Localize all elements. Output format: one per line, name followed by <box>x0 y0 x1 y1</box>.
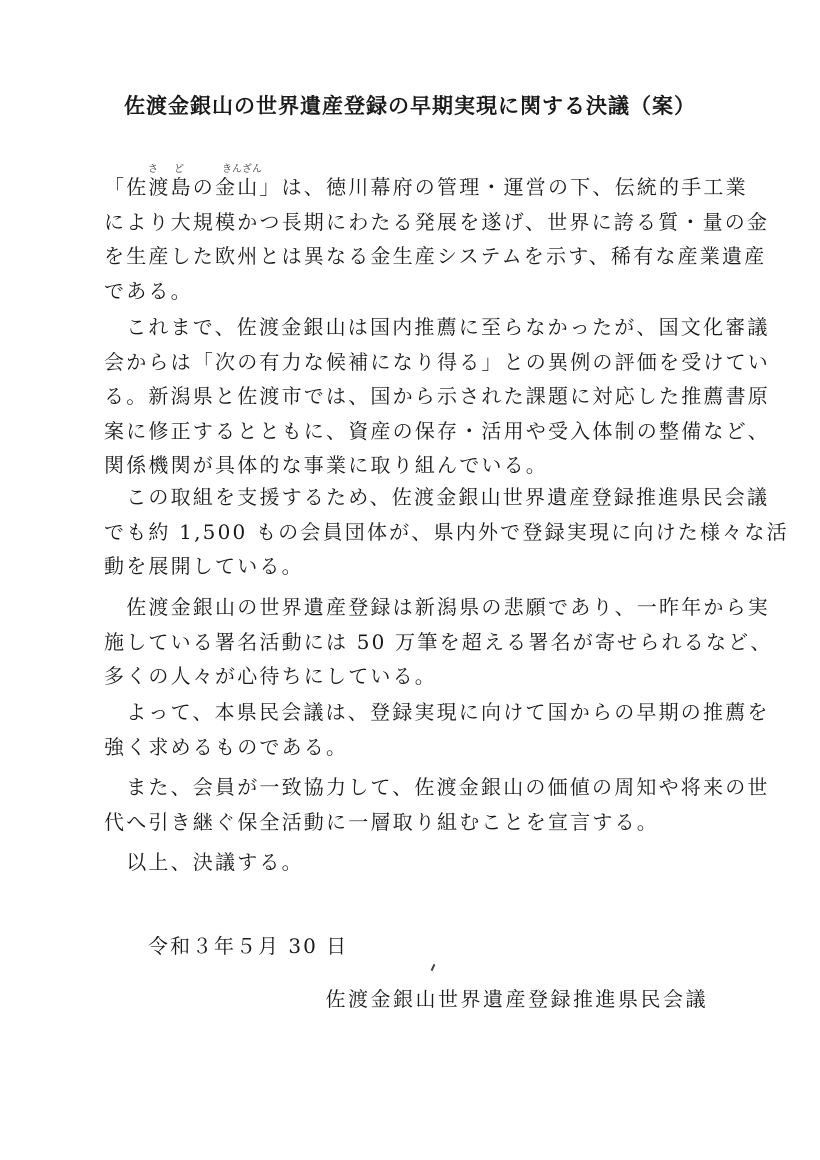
text-line: 案に修正するとともに、資産の保存・活用や受入体制の整備など、 <box>104 418 770 443</box>
ruby-sa: さ <box>148 164 158 175</box>
text-line: る。新潟県と佐渡市では、国から示された課題に対応した推薦書原 <box>104 384 770 408</box>
text-line: 関係機関が具体的な事業に取り組んでいる。 <box>104 453 548 477</box>
paragraph-4 <box>104 590 773 694</box>
text-line: 動を展開している。 <box>104 554 304 578</box>
paragraph-5 <box>104 695 770 764</box>
paragraph-3 <box>104 480 789 584</box>
ruby-kin: きん <box>222 164 242 175</box>
text-line: 強く求めるものである。 <box>104 734 349 759</box>
text-line: を生産した欧州とは異なる金生産システムを示す、稀有な産業遺産 <box>104 244 767 268</box>
text-line: 佐渡金銀山の世界遺産登録は新潟県の悲願であり、一昨年から実 <box>104 595 770 619</box>
paragraph-7 <box>104 845 724 880</box>
text-line: また、会員が一致協力して、佐渡金銀山の価値の周知や将来の世 <box>104 775 770 799</box>
text-line: 多くの人々が心待ちにしている。 <box>104 664 437 688</box>
ruby-do: ど <box>174 164 184 175</box>
text-line: である。 <box>104 278 193 303</box>
text-line: でも約 1,500 もの会員団体が、県内外で登録実現に向けた様々な活 <box>104 519 789 544</box>
text-line: これまで、佐渡金銀山は国内推薦に至らなかったが、国文化審議 <box>104 315 770 339</box>
text-line: により大規模かつ長期にわたる発展を遂げ、世界に誇る質・量の金 <box>104 209 770 234</box>
resolution-date: 令和３年５月 30 日 <box>148 934 349 958</box>
text-line: 「佐渡島の金山」は、徳川幕府の管理・運営の下、伝統的手工業 <box>104 175 748 199</box>
paragraph-1 <box>104 160 770 308</box>
text-line: よって、本県民会議は、登録実現に向けて国からの早期の推薦を <box>104 700 770 724</box>
paragraph-6 <box>104 770 770 839</box>
organization-name: 佐渡金銀山世界遺産登録推進県民会議 <box>325 987 708 1011</box>
document-title: 佐渡金銀山の世界遺産登録の早期実現に関する決議（案） <box>124 94 696 118</box>
text-line: この取組を支援するため、佐渡金銀山世界遺産登録推進県民会議 <box>104 485 770 509</box>
paragraph-2 <box>104 310 770 483</box>
text-line: 以上、決議する。 <box>104 850 304 874</box>
text-line: 会からは「次の有力な候補になり得る」との異例の評価を受けてい <box>104 349 770 374</box>
text-line: 施している署名活動には 50 万筆を超える署名が寄せられるなど、 <box>104 629 773 654</box>
text-line: 代へ引き継ぐ保全活動に一層取り組むことを宣言する。 <box>104 809 659 834</box>
scan-mark <box>431 964 436 971</box>
ruby-zan: ざん <box>242 164 262 175</box>
